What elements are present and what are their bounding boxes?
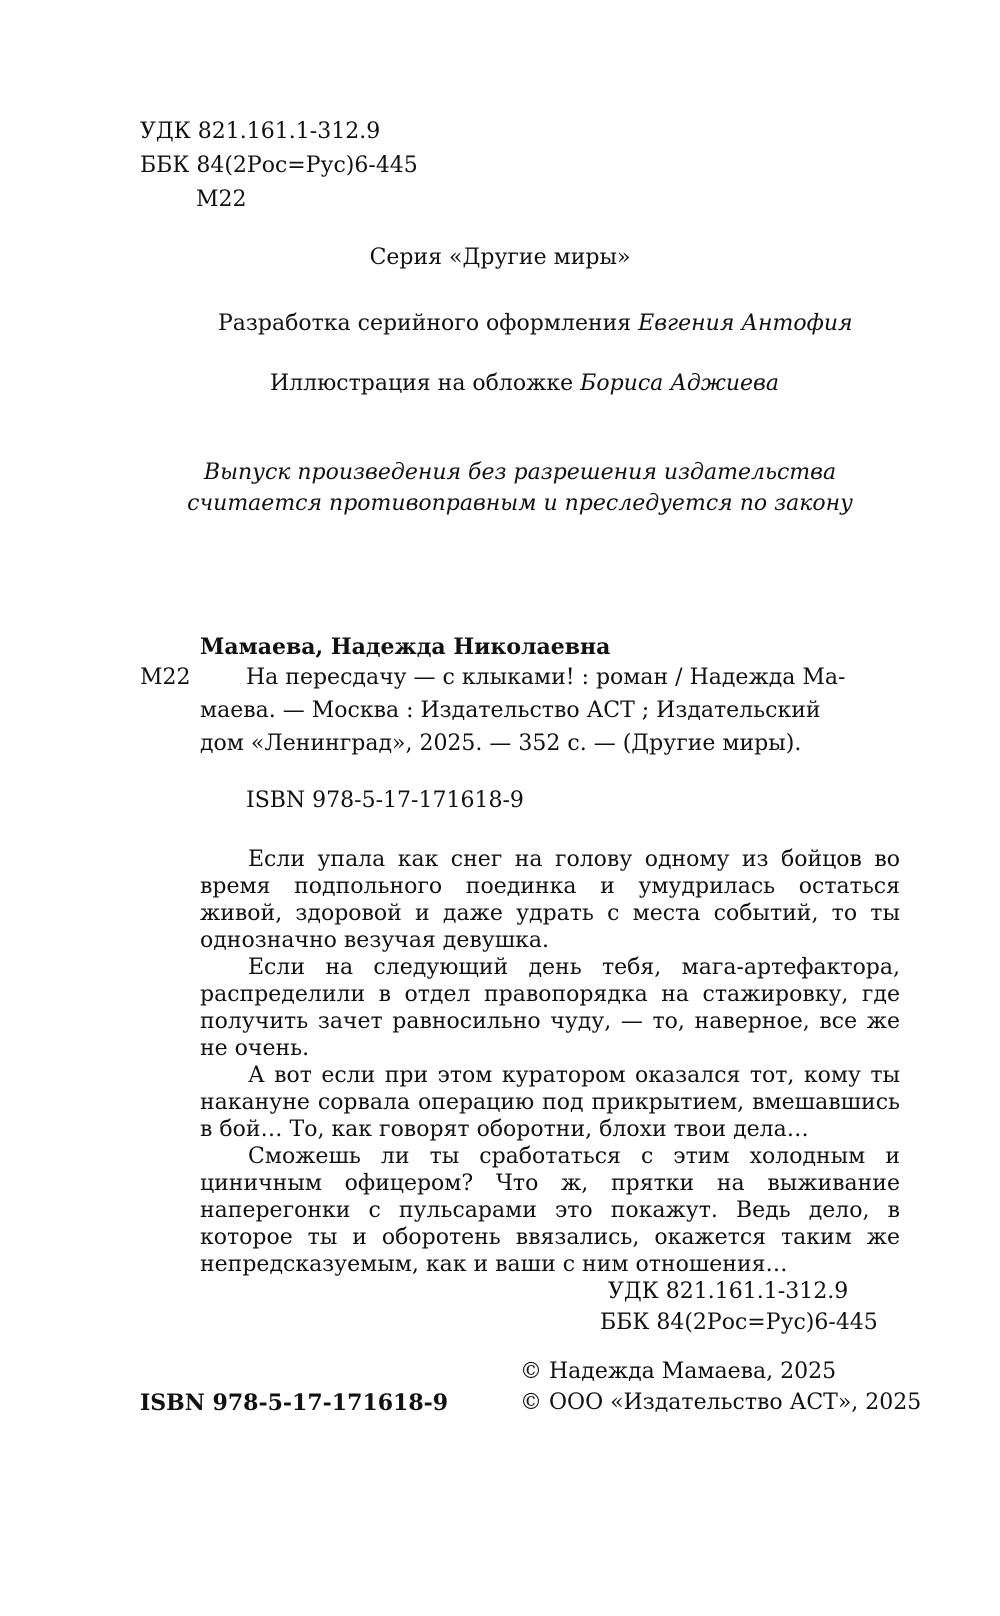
annotation-paragraph: А вот если при этом куратором оказался тот, кому ты накануне сорвала операцию под прикрытием, вмешавшись в бой… То, как говорят оборотни, блохи твои дела…	[200, 1063, 900, 1142]
design-label: Разработка серийного оформления	[218, 311, 632, 336]
catalog-mark: М22	[140, 665, 191, 690]
legal-notice-line-1: Выпуск произведения без разрешения издательства	[203, 460, 837, 485]
bbk-code: ББК 84(2Рос=Рус)6-445	[140, 153, 418, 178]
annotation-paragraph: Если на следующий день тебя, мага-артефактора, распределили в отдел правопорядка на стажировку, где получить зачет равносильно чуду, — то, наверное, все же не очень.	[200, 955, 900, 1061]
author-mark: М22	[196, 187, 247, 212]
annotation-paragraph: Сможешь ли ты сработаться с этим холодным и циничным офицером? Что ж, прятки на выживание наперегонки с пульсарами это покажут. Ведь дело, в которое ты и оборотень ввязались, окажется таким же непредсказуемым, как и ваши с ним отношения…	[200, 1144, 900, 1277]
series-title: Серия «Другие миры»	[369, 245, 631, 270]
udk-code: УДК 821.161.1-312.9	[140, 119, 381, 144]
copyright-author: © Надежда Мамаева, 2025	[520, 1359, 837, 1384]
catalog-line-1: На пересдачу — с клыками! : роман / Надежда Ма-	[246, 665, 846, 690]
legal-notice-line-2: считается противоправным и преследуется по закону	[187, 491, 853, 516]
copyright-publisher: © ООО «Издательство АСТ», 2025	[520, 1390, 922, 1415]
illustration-label: Иллюстрация на обложке	[270, 371, 574, 396]
catalog-line-2: маева. — Москва : Издательство АСТ ; Издательский	[200, 698, 821, 723]
design-credit	[218, 310, 853, 338]
footer-udk: УДК 821.161.1-312.9	[608, 1279, 849, 1304]
catalog-isbn: ISBN 978-5-17-171618-9	[246, 788, 524, 813]
catalog-line-3: дом «Ленинград», 2025. — 352 с. — (Другие миры).	[200, 731, 802, 756]
footer-bbk: ББК 84(2Рос=Рус)6-445	[600, 1310, 878, 1335]
annotation	[200, 846, 900, 1278]
illustration-name: Бориса Аджиева	[580, 371, 779, 396]
annotation-paragraph: Если упала как снег на голову одному из бойцов во время подпольного поединка и умудрилась остаться живой, здоровой и даже удрать с места событий, то ты однозначно везучая девушка.	[200, 847, 900, 953]
catalog-author: Мамаева, Надежда Николаевна	[200, 634, 611, 660]
illustration-credit	[270, 370, 779, 398]
design-name: Евгения Антофия	[638, 311, 853, 336]
footer-isbn: ISBN 978-5-17-171618-9	[140, 1390, 449, 1416]
